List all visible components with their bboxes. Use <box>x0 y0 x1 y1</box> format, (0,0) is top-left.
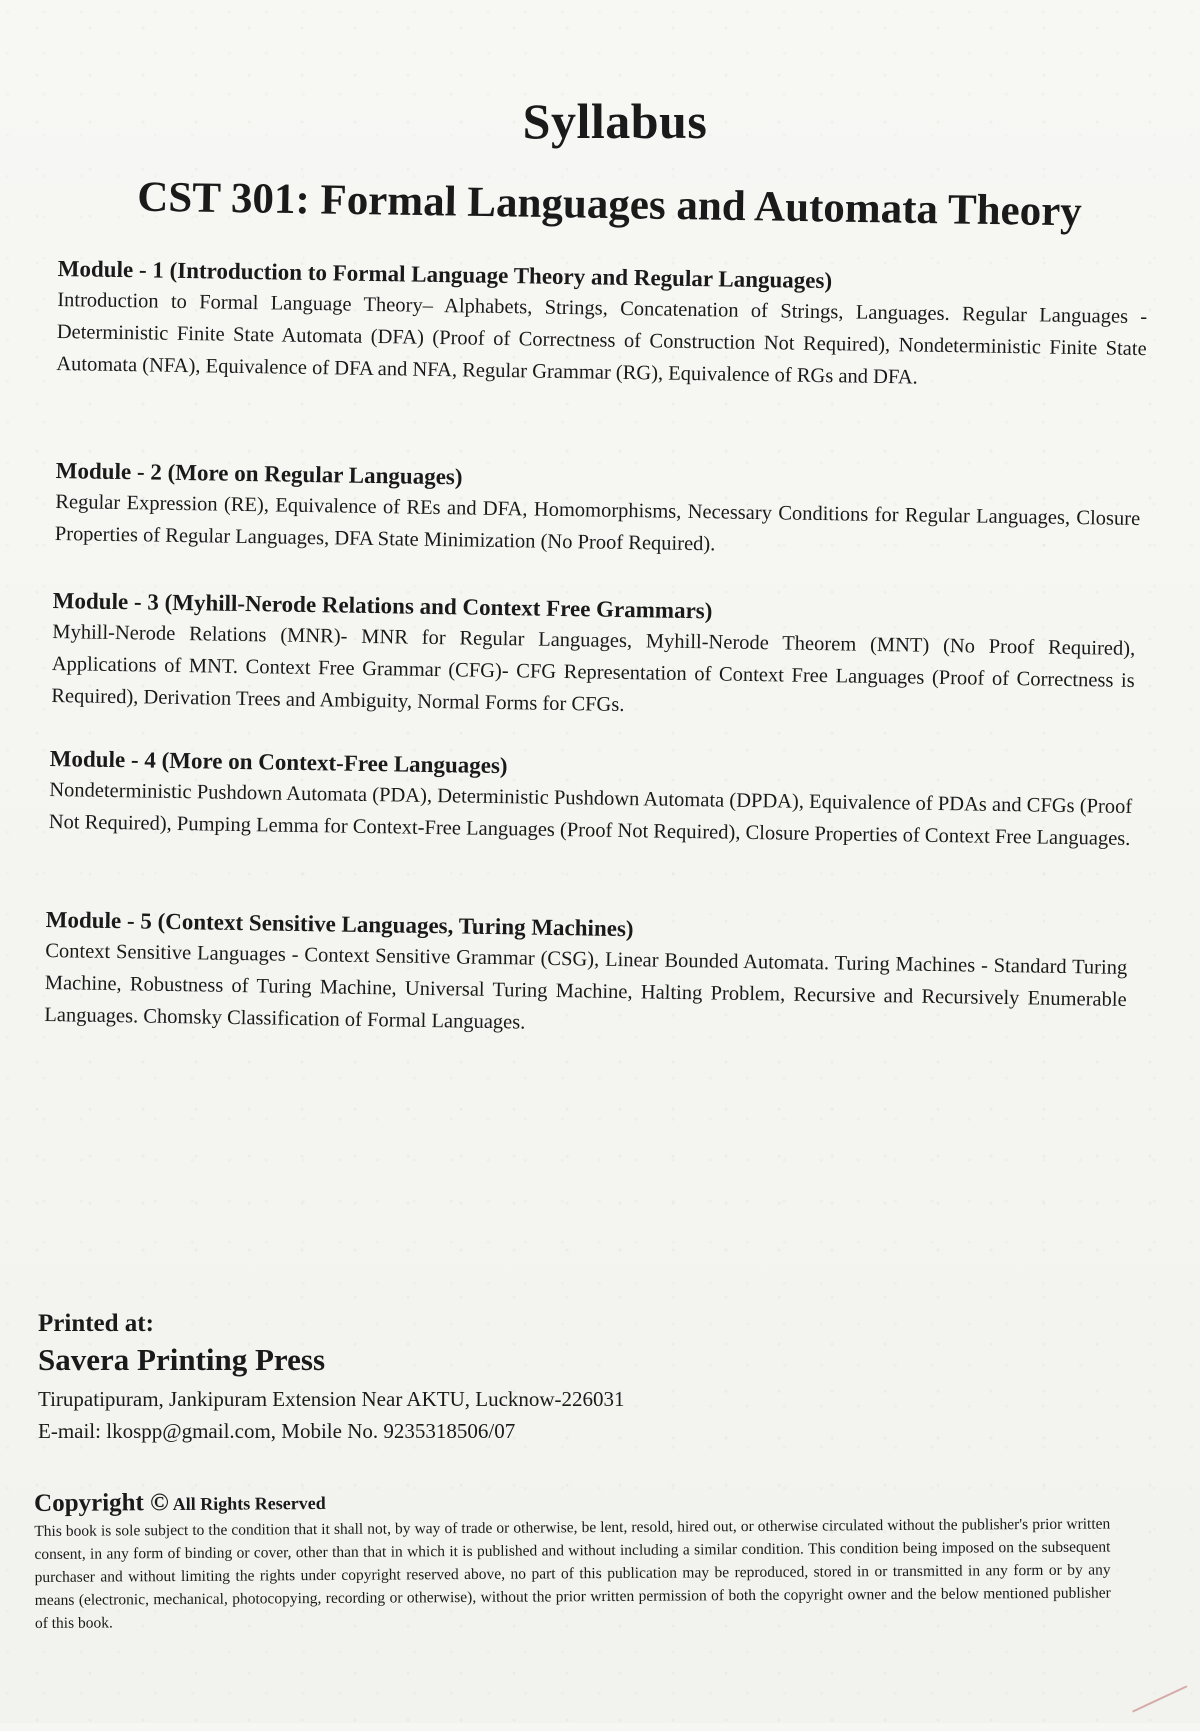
copyright-title: Copyright © <box>34 1489 169 1517</box>
module-description: Introduction to Formal Language Theory– Alphabets, Strings, Concatenation of Strings, Languages. Regular Languages - Deterministic Finite State Automata (DFA) (Proof of Correctness of Construction Not Required), Nondeterministic Finite State Automata (NFA), Equivalence of DFA and NFA, Regular Grammar (RG), Equivalence of RGs and DFA. <box>56 288 1148 389</box>
module-heading: Module - 2 (More on Regular Languages) <box>55 458 463 490</box>
module-description: Regular Expression (RE), Equivalence of REs and DFA, Homomorphisms, Necessary Conditions for Regular Languages, Closure Properties of Regular Languages, DFA State Minimization (No Proof Required). <box>54 490 1141 556</box>
printer-contact: E-mail: lkospp@gmail.com, Mobile No. 9235318506/07 <box>38 1419 516 1443</box>
module-2 <box>55 458 1141 567</box>
module-4 <box>49 746 1133 855</box>
printer-address: Tirupatipuram, Jankipuram Extension Near AKTU, Lucknow-226031 <box>38 1387 625 1411</box>
printer-info <box>38 1310 798 1448</box>
page-title: Syllabus <box>522 93 708 149</box>
course-title: CST 301: Formal Languages and Automata Theory <box>136 173 1083 236</box>
printed-at-label: Printed at: <box>38 1310 154 1337</box>
module-heading: Module - 1 (Introduction to Formal Language Theory and Regular Languages) <box>57 256 833 294</box>
module-heading: Module - 5 (Context Sensitive Languages, Turing Machines) <box>45 907 634 942</box>
printer-name: Savera Printing Press <box>38 1342 326 1377</box>
module-heading: Module - 4 (More on Context-Free Languages) <box>49 746 508 779</box>
copyright-notice <box>34 1482 1111 1635</box>
module-heading: Module - 3 (Myhill-Nerode Relations and Context Free Grammars) <box>52 588 713 624</box>
module-5 <box>44 907 1128 1048</box>
module-3 <box>51 588 1136 729</box>
module-description: Myhill-Nerode Relations (MNR)- MNR for Regular Languages, Myhill-Nerode Theorem (MNT) (No Proof Required), Applications of MNT. Context Free Grammar (CFG)- CFG Representation of Context Free Languages (Proof of Correctness is Required), Derivation Trees and Ambiguity, Normal Forms for CFGs. <box>51 620 1136 716</box>
module-description: Context Sensitive Languages - Context Sensitive Grammar (CSG), Linear Bounded Automata. Turing Machines - Standard Turing Machine, Robustness of Turing Machine, Universal Turing Machine, Halting Problem, Recursive and Recursively Enumerable Languages. Chomsky Classification of Formal Languages. <box>44 939 1128 1034</box>
module-description: Nondeterministic Pushdown Automata (PDA), Deterministic Pushdown Automata (DPDA), Equivalence of PDAs and CFGs (Proof Not Required), Pumping Lemma for Context-Free Languages (Proof Not Required), Closure Properties of Context Free Languages. <box>48 778 1133 850</box>
copyright-text: This book is sole subject to the condition that it shall not, by way of trade or otherwise, be lent, resold, hired out, or otherwise circulated without the publisher's prior written consent, in any form of binding or cover, other than that in which it is published and without including a similar condition. This condition being imposed on the subsequent purchaser and without limiting the rights under copyright reserved above, no part of this publication may be reproduced, stored in or transmitted in any form or by any means (electronic, mechanical, photocopying, recording or otherwise), without the prior written permission of both the copyright owner and the below mentioned publisher of this book. <box>34 1515 1111 1632</box>
rights-reserved: All Rights Reserved <box>172 1492 326 1515</box>
corner-ink-mark <box>1132 1685 1196 1730</box>
module-1 <box>56 256 1148 397</box>
